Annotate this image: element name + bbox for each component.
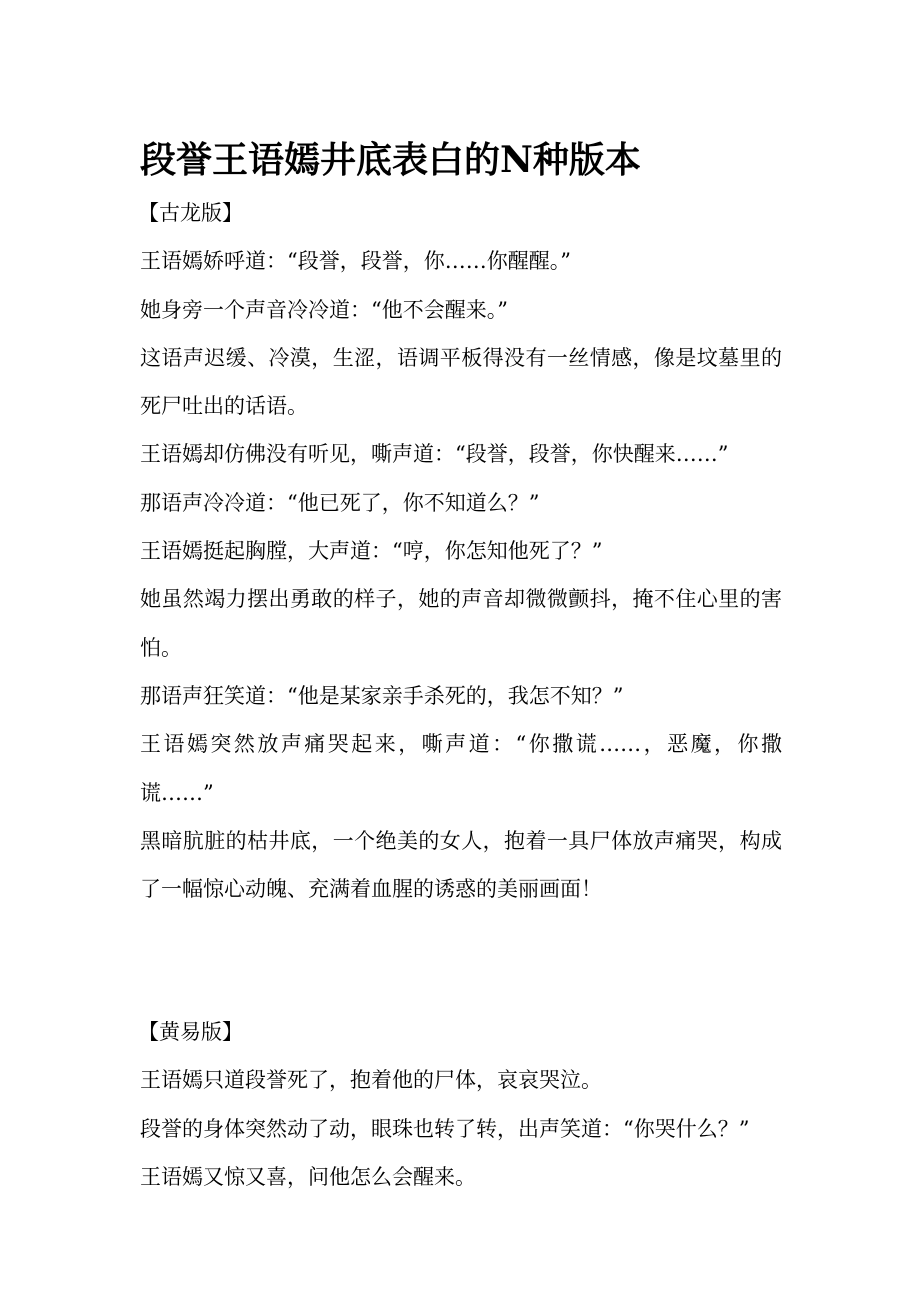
document-title: 段誉王语嫣井底表白的N种版本	[140, 139, 641, 181]
paragraph-line: 谎……”	[140, 780, 214, 805]
paragraph-line: 王语嫣突然放声痛哭起来，嘶声道：“你撒谎……，恶魔，你撒	[140, 732, 782, 757]
paragraph-line: 了一幅惊心动魄、充满着血腥的诱惑的美丽画面！	[140, 877, 602, 902]
section-huangyi	[140, 1008, 782, 1201]
paragraph-line: 怕。	[140, 635, 182, 660]
section-gulong	[140, 189, 782, 913]
paragraph-line: 她虽然竭力摆出勇敢的样子，她的声音却微微颤抖，掩不住心里的害	[140, 587, 782, 612]
paragraph-line: 段誉的身体突然动了动，眼珠也转了转，出声笑道：“你哭什么？”	[140, 1116, 750, 1141]
paragraph-line: 王语嫣却仿佛没有听见，嘶声道：“段誉，段誉，你快醒来……”	[140, 442, 729, 467]
section-heading: 【黄易版】	[138, 1020, 243, 1044]
paragraph-line: 她身旁一个声音冷冷道：“他不会醒来。”	[140, 297, 508, 322]
section-heading: 【古龙版】	[138, 201, 243, 225]
paragraph-line: 黑暗肮脏的枯井底，一个绝美的女人，抱着一具尸体放声痛哭，构成	[140, 828, 782, 853]
paragraph-line: 王语嫣娇呼道：“段誉，段誉，你……你醒醒。”	[140, 249, 571, 274]
paragraph-line: 王语嫣只道段誉死了，抱着他的尸体，哀哀哭泣。	[140, 1068, 602, 1093]
paragraph-line: 那语声狂笑道：“他是某家亲手杀死的，我怎不知？”	[140, 683, 624, 708]
paragraph-line: 王语嫣又惊又喜，问他怎么会醒来。	[140, 1164, 476, 1189]
paragraph-line: 那语声冷冷道：“他已死了，你不知道么？”	[140, 490, 540, 515]
paragraph-line: 王语嫣挺起胸膛，大声道：“哼，你怎知他死了？”	[140, 539, 603, 564]
paragraph-line: 这语声迟缓、冷漠，生涩，语调平板得没有一丝情感，像是坟墓里的	[140, 345, 782, 370]
paragraph-line: 死尸吐出的话语。	[140, 394, 308, 419]
